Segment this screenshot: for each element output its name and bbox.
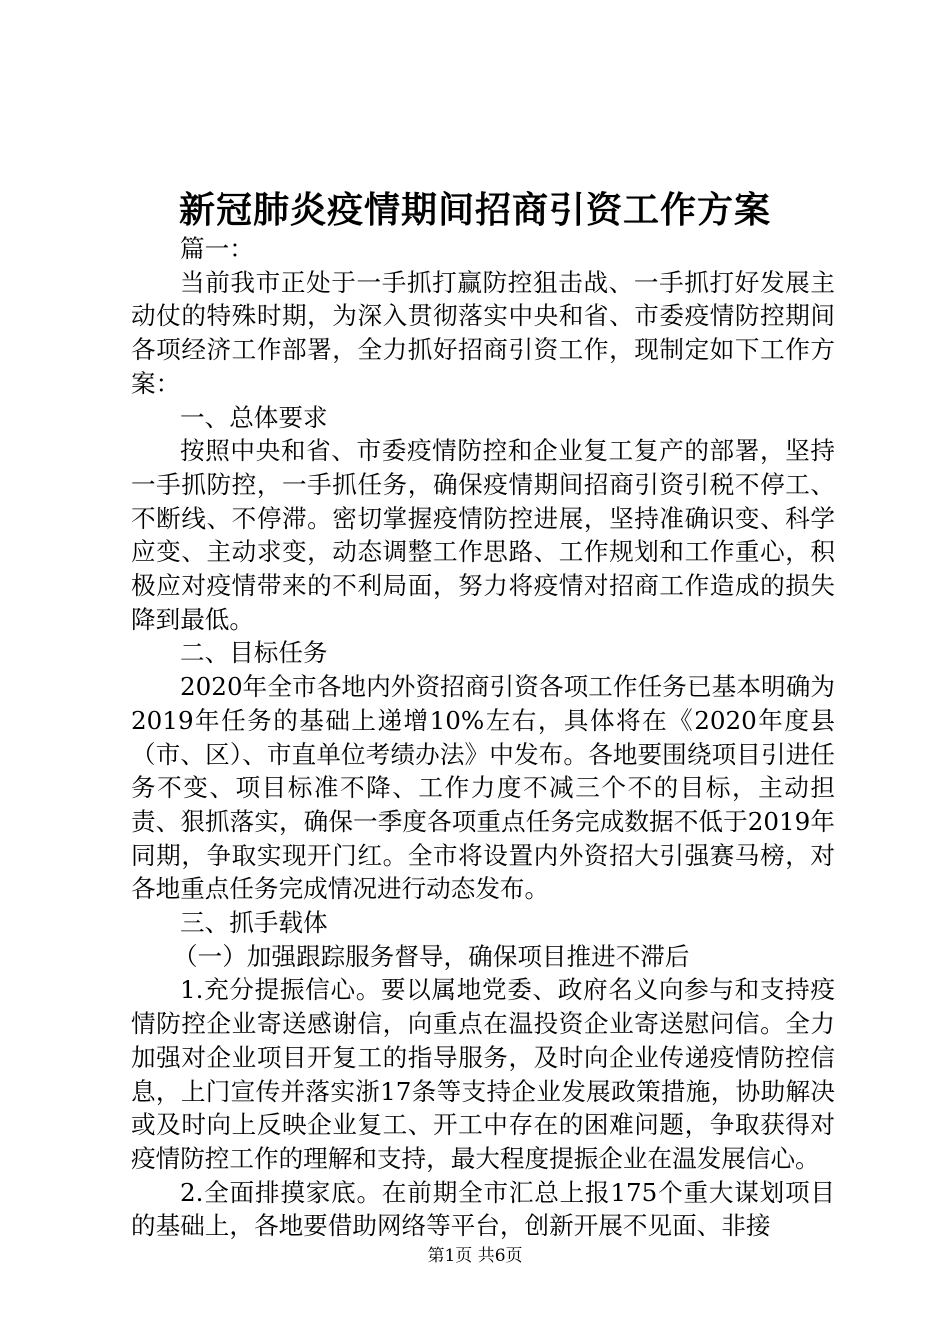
section-label: 篇一： xyxy=(180,234,254,263)
intro-paragraph: 当前我市正处于一手抓打赢防控狙击战、一手抓打好发展主动仗的特殊时期，为深入贯彻落实中央和省、市委疫情防控期间各项经济工作部署，全力抓好招商引资工作，现制定如下工作方案： xyxy=(131,267,835,398)
heading-general-requirements: 一、总体要求 xyxy=(180,402,328,432)
goals-paragraph: 2020年全市各地内外资招商引资各项工作任务已基本明确为2019年任务的基础上递增10%左右，具体将在《2020年度县（市、区）、市直单位考绩办法》中发布。各地要围绕项目引进任务不变、项目标准不降、工作力度不减三个不的目标，主动担责、狠抓落实，确保一季度各项重点任务完成数据不低于2019年同期，争取实现开门红。全市将设置内外资招大引强赛马榜，对各地重点任务完成情况进行动态发布。 xyxy=(131,672,835,904)
item-boost-confidence: 1.充分提振信心。要以属地党委、政府名义向参与和支持疫情防控企业寄送感谢信，向重点在温投资企业寄送慰问信。全力加强对企业项目开复工的指导服务，及时向企业传递疫情防控信息，上门宣传并落实浙17条等支持企业发展政策措施，协助解决或及时向上反映企业复工、开工中存在的困难问题，争取获得对疫情防控工作的理解和支持，最大程度提振企业在温发展信心。 xyxy=(131,975,835,1173)
heading-goals: 二、目标任务 xyxy=(180,638,328,668)
item-survey-assets: 2.全面排摸家底。在前期全市汇总上报175个重大谋划项目的基础上，各地要借助网络等平台，创新开展不见面、非接 xyxy=(131,1177,835,1241)
heading-carriers: 三、抓手载体 xyxy=(180,908,328,938)
document-body xyxy=(131,232,835,1243)
general-requirements-paragraph: 按照中央和省、市委疫情防控和企业复工复产的部署，坚持一手抓防控，一手抓任务，确保疫情期间招商引资引税不停工、不断线、不停滞。密切掌握疫情防控进展，坚持准确识变、科学应变、主动求变，动态调整工作思路、工作规划和工作重心，积极应对疫情带来的不利局面，努力将疫情对招商工作造成的损失降到最低。 xyxy=(131,436,835,634)
page-footer: 第1页 共6页 xyxy=(427,1246,523,1266)
subheading-tracking-service: （一）加强跟踪服务督导，确保项目推进不滞后 xyxy=(173,941,690,971)
document-title: 新冠肺炎疫情期间招商引资工作方案 xyxy=(178,189,771,231)
